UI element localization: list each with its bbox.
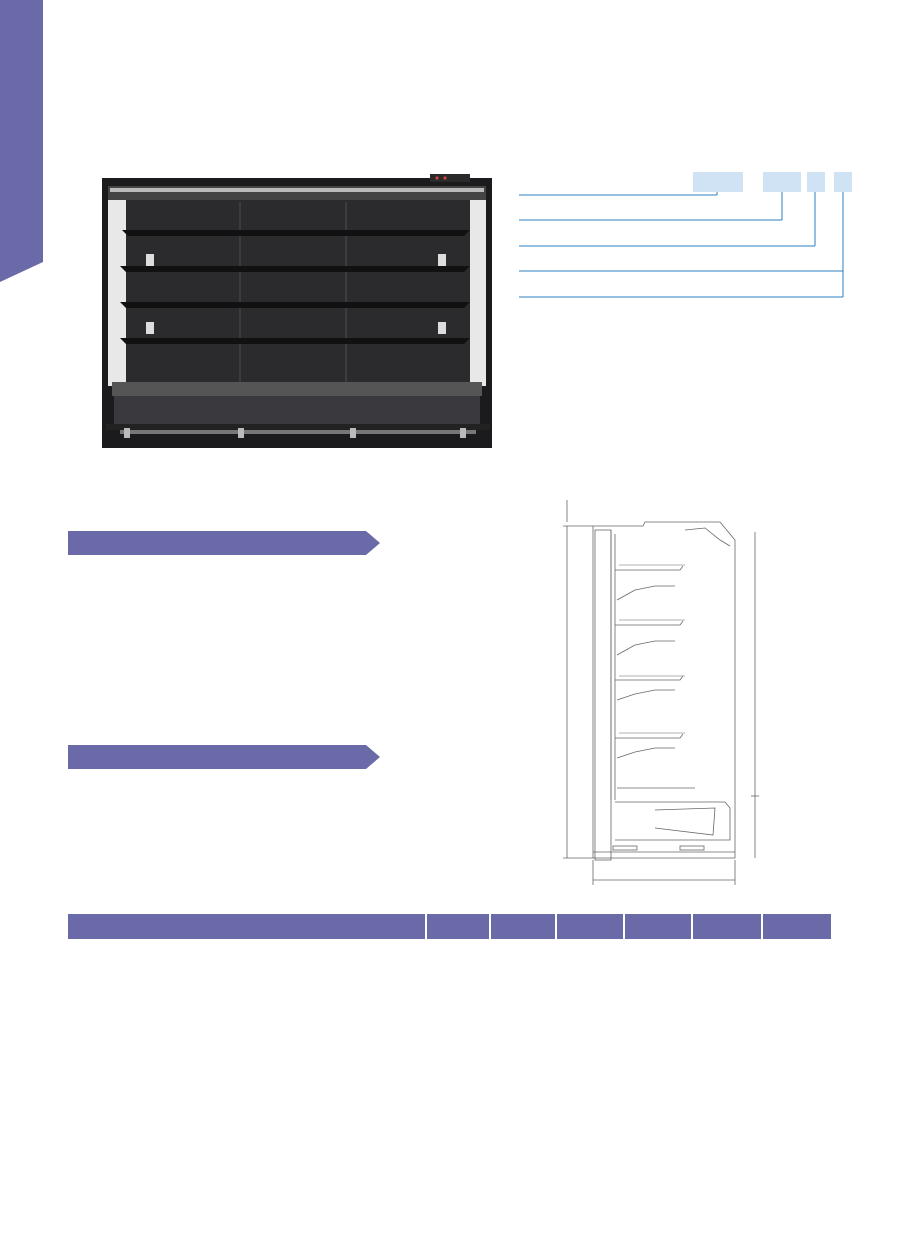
table-header-model-375 — [763, 914, 831, 939]
spec-table-header — [68, 914, 831, 939]
section-side-tab — [0, 0, 43, 282]
side-tab-shape — [0, 0, 43, 282]
standard-features-banner — [68, 531, 380, 555]
table-header-model-290 — [693, 914, 761, 939]
product-photo — [100, 172, 496, 452]
type-code-block — [519, 168, 859, 303]
type-code-height — [834, 172, 852, 192]
banner-arrow-shape — [68, 531, 380, 555]
table-header-models — [427, 914, 489, 939]
banner-arrow-shape — [68, 745, 380, 769]
type-code-length — [763, 172, 801, 192]
side-section-drawing — [555, 490, 770, 890]
accessories-banner — [68, 745, 380, 769]
table-header-model-187 — [557, 914, 623, 939]
type-code-name — [693, 172, 743, 192]
type-code-depth — [807, 172, 825, 192]
table-header-model-125 — [491, 914, 555, 939]
table-header-model-250 — [625, 914, 699, 939]
drawing-shelves — [615, 566, 683, 758]
